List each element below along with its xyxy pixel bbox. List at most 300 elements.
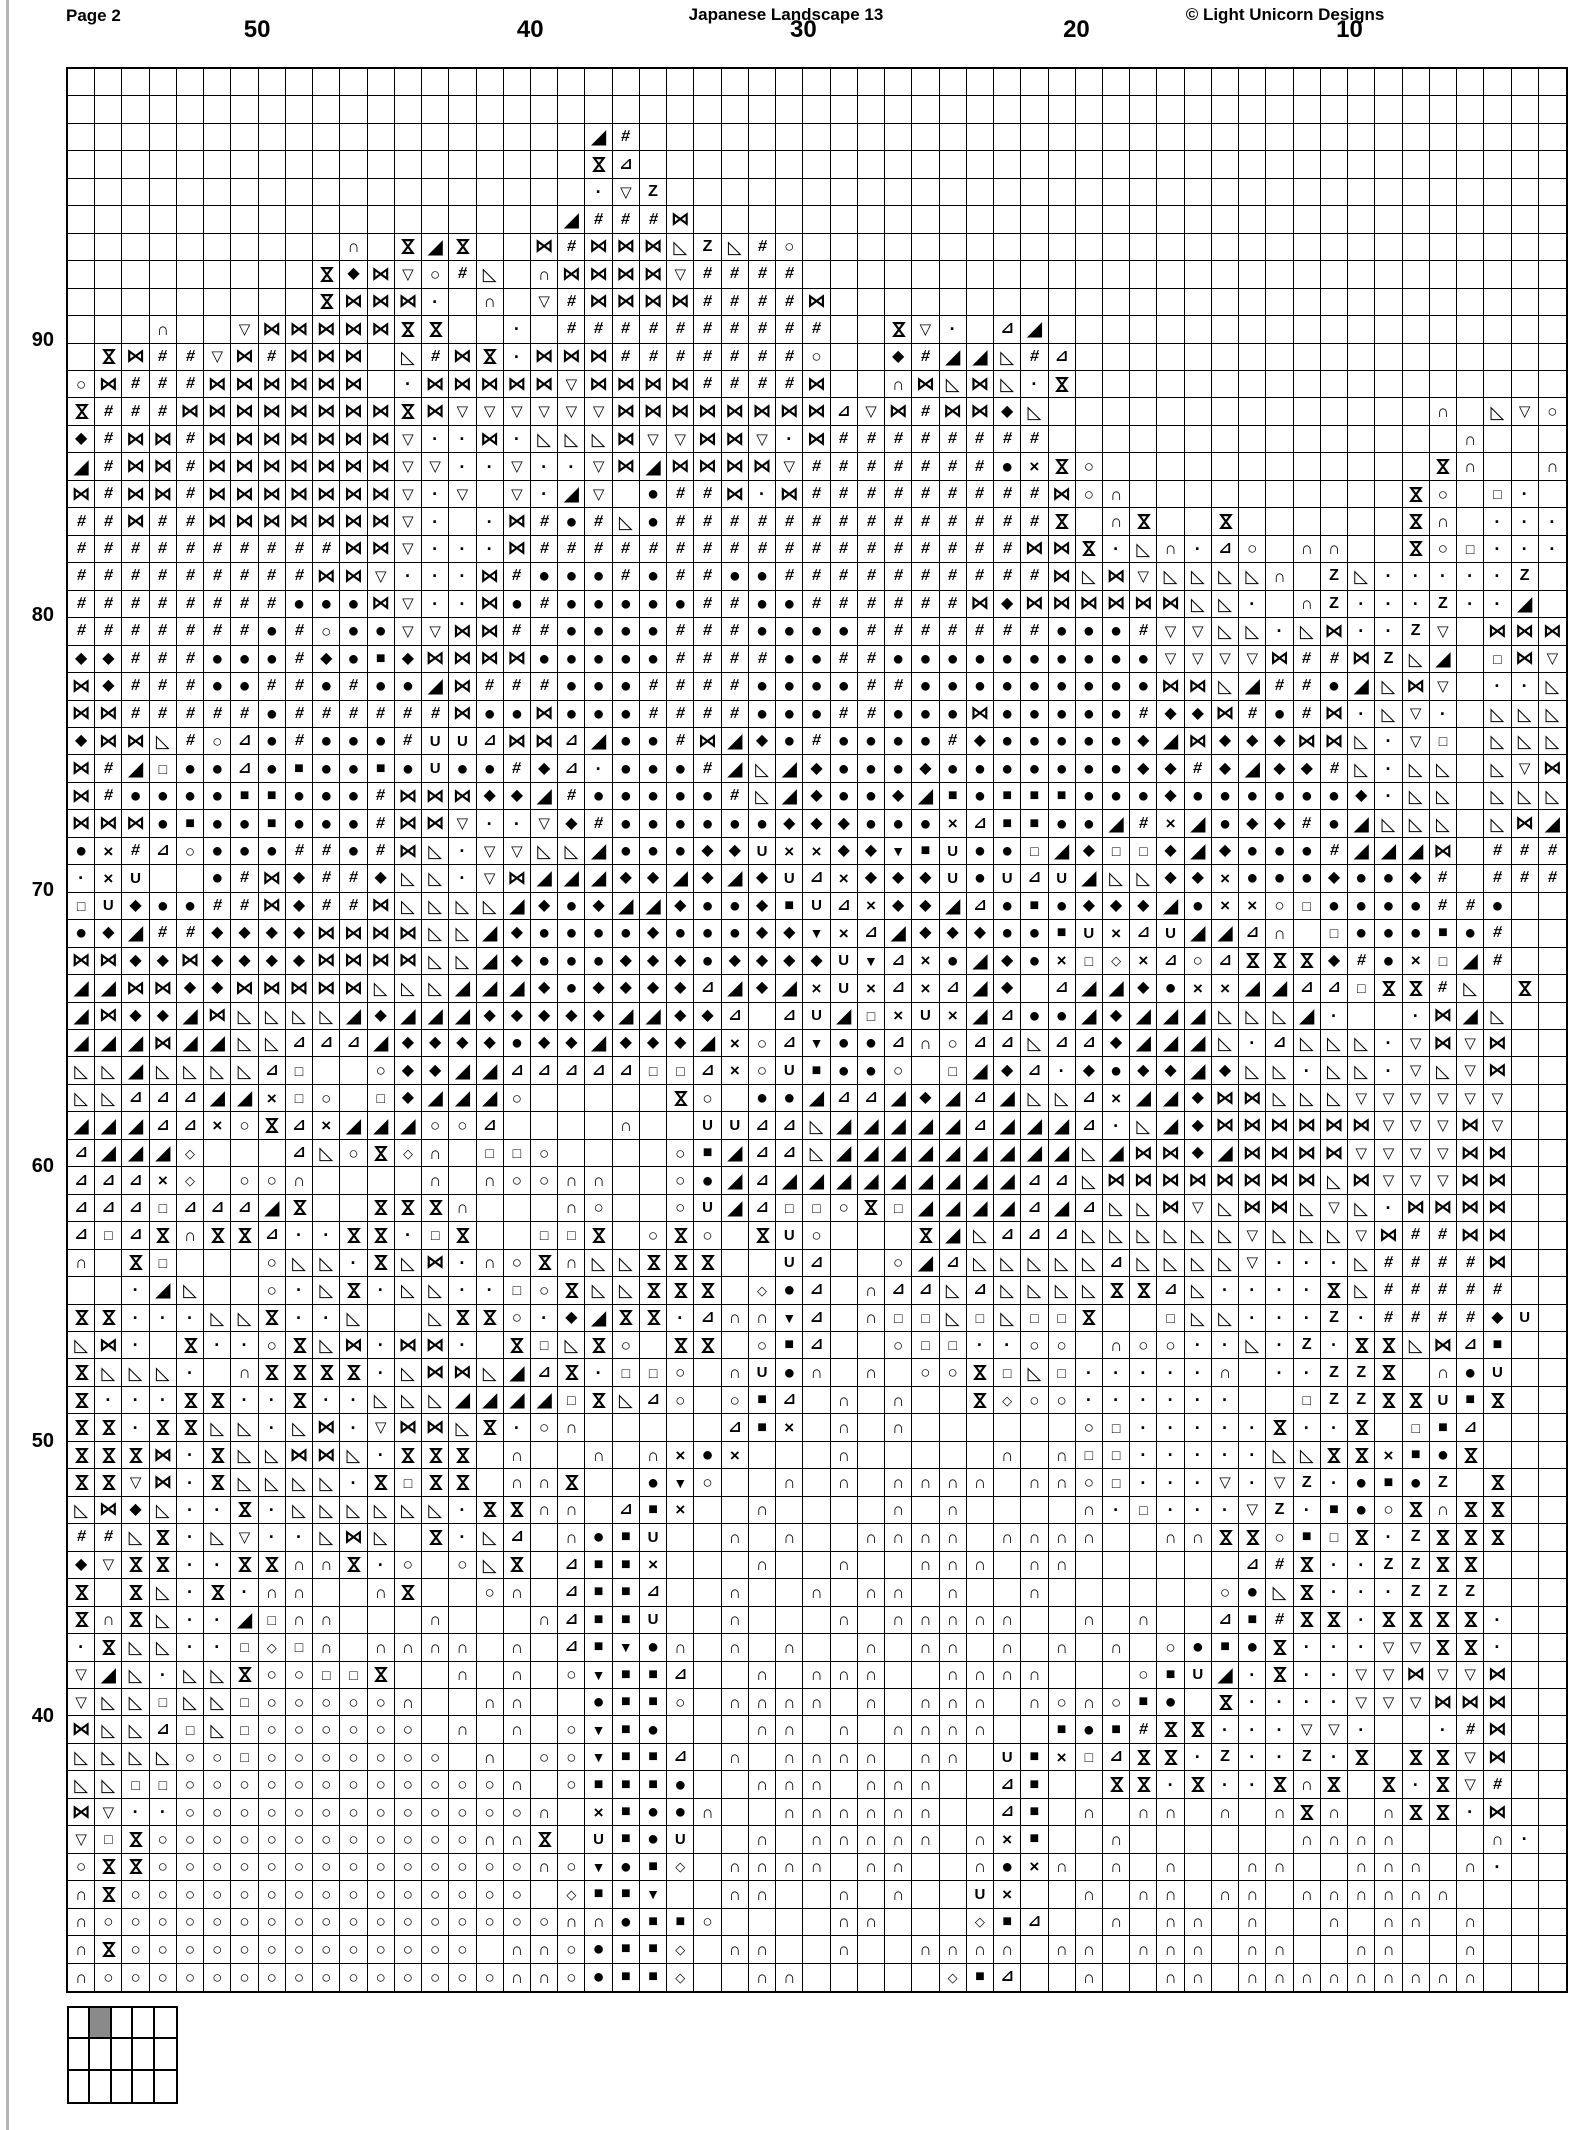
small-open-triangle-icon: ⊿ — [809, 869, 824, 887]
filled-triangle-icon: ◢ — [944, 1169, 961, 1192]
filled-circle-icon: ● — [320, 757, 333, 780]
grid-cell — [803, 426, 830, 453]
grid-cell — [231, 1277, 258, 1304]
grid-cell — [422, 920, 449, 947]
grid-cell — [1539, 261, 1566, 288]
grid-cell — [1021, 865, 1048, 892]
grid-cell — [1512, 124, 1539, 151]
grid-cell — [831, 646, 858, 673]
grid-cell — [204, 618, 231, 645]
hash-icon: # — [947, 539, 959, 557]
grid-cell — [1484, 728, 1511, 755]
open-down-triangle-icon: ▽ — [456, 403, 469, 421]
small-open-triangle-icon: ⊿ — [482, 732, 497, 750]
bowtie-horizontal-icon: ⋈ — [235, 428, 255, 450]
bowtie-horizontal-icon: ⋈ — [1433, 1005, 1453, 1027]
grid-cell — [259, 783, 286, 810]
grid-cell — [259, 1277, 286, 1304]
grid-cell — [122, 344, 149, 371]
bowtie-horizontal-icon: ⋈ — [1487, 1060, 1507, 1082]
grid-cell — [504, 1332, 531, 1359]
hash-icon: # — [675, 704, 686, 722]
grid-cell — [1375, 1387, 1402, 1414]
grid-cell — [722, 838, 749, 865]
grid-cell — [558, 1277, 585, 1304]
arch-icon: ∩ — [429, 1171, 442, 1190]
filled-square-icon: ■ — [1029, 896, 1040, 914]
dot-icon: · — [404, 1225, 411, 1246]
filled-diamond-icon: ◆ — [810, 759, 823, 777]
grid-cell — [940, 1057, 967, 1084]
open-circle-icon: ○ — [920, 1363, 931, 1383]
open-lower-left-triangle-icon: ◺ — [101, 1088, 116, 1109]
grid-cell — [1076, 893, 1103, 920]
small-open-triangle-icon: ⊿ — [619, 155, 633, 173]
open-down-triangle-icon: ▽ — [1382, 1144, 1395, 1162]
grid-cell — [449, 1332, 476, 1359]
grid-cell — [749, 426, 776, 453]
grid-cell — [150, 865, 177, 892]
bowtie-horizontal-icon: ⋈ — [1133, 1142, 1153, 1164]
grid-cell — [122, 591, 149, 618]
grid-cell — [531, 96, 558, 123]
open-square-icon: □ — [1111, 843, 1121, 860]
grid-cell — [449, 261, 476, 288]
grid-cell — [1484, 481, 1511, 508]
grid-cell — [640, 234, 667, 261]
grid-cell — [1294, 124, 1321, 151]
grid-cell — [1403, 316, 1430, 343]
small-open-triangle-icon: ⊿ — [210, 1198, 224, 1216]
grid-cell — [940, 563, 967, 590]
dot-icon: · — [459, 538, 466, 559]
grid-cell — [259, 96, 286, 123]
grid-cell — [694, 1359, 721, 1386]
grid-cell — [286, 1414, 313, 1441]
filled-circle-icon: ● — [1273, 867, 1286, 890]
dot-icon: · — [1467, 566, 1474, 587]
grid-cell — [994, 69, 1021, 96]
filled-square-icon: ■ — [266, 787, 277, 805]
grid-cell — [640, 1332, 667, 1359]
grid-cell — [994, 1112, 1021, 1139]
filled-triangle-icon: ◢ — [917, 1251, 934, 1274]
grid-cell — [231, 316, 258, 343]
grid-cell — [395, 344, 422, 371]
grid-cell — [1266, 1112, 1293, 1139]
filled-circle-icon: ● — [1110, 620, 1123, 643]
filled-triangle-icon: ◢ — [1162, 1004, 1179, 1027]
bowtie-vertical-icon: ⋈ — [261, 1308, 283, 1328]
grid-cell — [667, 701, 694, 728]
grid-cell — [558, 96, 585, 123]
grid-cell — [858, 1442, 885, 1469]
grid-cell — [1539, 151, 1566, 178]
grid-cell — [449, 151, 476, 178]
open-lower-left-triangle-icon: ◺ — [1245, 566, 1260, 587]
grid-cell — [613, 728, 640, 755]
grid-cell — [531, 1195, 558, 1222]
open-lower-left-triangle-icon: ◺ — [155, 1060, 170, 1081]
grid-cell — [259, 975, 286, 1002]
grid-cell — [231, 1140, 258, 1167]
grid-cell — [1403, 865, 1430, 892]
grid-cell — [912, 1442, 939, 1469]
filled-triangle-icon: ◢ — [727, 1142, 743, 1165]
grid-cell — [994, 398, 1021, 425]
filled-triangle-icon: ◢ — [427, 1087, 443, 1110]
grid-cell — [1539, 728, 1566, 755]
grid-cell — [368, 536, 395, 563]
grid-cell — [1321, 838, 1348, 865]
grid-cell — [286, 96, 313, 123]
filled-triangle-icon: ◢ — [73, 977, 89, 1000]
bowtie-horizontal-icon: ⋈ — [616, 291, 636, 313]
grid-cell — [831, 1222, 858, 1249]
grid-cell — [313, 1442, 340, 1469]
grid-cell — [1103, 646, 1130, 673]
grid-cell — [313, 261, 340, 288]
filled-triangle-icon: ◢ — [1081, 867, 1097, 890]
grid-cell — [1157, 673, 1184, 700]
filled-diamond-icon: ◆ — [537, 759, 551, 777]
grid-cell — [150, 1112, 177, 1139]
filled-circle-icon: ● — [347, 647, 360, 670]
grid-cell — [531, 151, 558, 178]
dot-icon: · — [268, 1390, 275, 1411]
bowtie-horizontal-icon: ⋈ — [1106, 1170, 1126, 1191]
grid-cell — [667, 1167, 694, 1194]
grid-cell — [422, 1167, 449, 1194]
grid-cell — [1430, 1332, 1457, 1359]
open-lower-left-triangle-icon: ◺ — [373, 1390, 388, 1411]
grid-cell — [885, 1003, 912, 1030]
grid-cell — [150, 1057, 177, 1084]
bowtie-horizontal-icon: ⋈ — [343, 977, 363, 999]
grid-cell — [967, 1003, 994, 1030]
filled-triangle-icon: ◢ — [972, 977, 988, 1000]
grid-cell — [1185, 1442, 1212, 1469]
grid-cell — [1403, 344, 1430, 371]
grid-cell — [1049, 783, 1076, 810]
arch-icon: ∩ — [565, 1171, 578, 1190]
hash-icon: # — [702, 265, 713, 283]
grid-cell — [122, 1332, 149, 1359]
hash-icon: # — [157, 924, 169, 942]
open-circle-icon: ○ — [75, 374, 87, 394]
grid-cell — [1157, 1305, 1184, 1332]
hash-icon: # — [266, 539, 278, 557]
bowtie-vertical-icon: ⋈ — [261, 1363, 283, 1383]
small-open-triangle-icon: ⊿ — [537, 1061, 551, 1079]
arch-icon: ∩ — [892, 1418, 905, 1438]
grid-cell — [558, 755, 585, 782]
grid-cell — [585, 398, 612, 425]
grid-cell — [1130, 344, 1157, 371]
grid-cell — [1239, 536, 1266, 563]
bowtie-horizontal-icon: ⋈ — [643, 236, 663, 258]
open-lower-left-triangle-icon: ◺ — [1218, 1225, 1232, 1246]
grid-cell — [885, 1112, 912, 1139]
grid-cell — [858, 69, 885, 96]
grid-cell — [1103, 1085, 1130, 1112]
hash-icon: # — [1383, 1281, 1394, 1299]
square-u-icon: U — [783, 1226, 795, 1244]
grid-cell — [1430, 234, 1457, 261]
bowtie-horizontal-icon: ⋈ — [616, 428, 636, 450]
grid-cell — [967, 701, 994, 728]
open-down-triangle-icon: ▽ — [483, 403, 496, 421]
grid-cell — [504, 810, 531, 837]
grid-cell — [477, 948, 504, 975]
grid-cell — [803, 673, 830, 700]
grid-cell — [1512, 1332, 1539, 1359]
dot-icon: · — [1467, 593, 1474, 614]
grid-cell — [1049, 1305, 1076, 1332]
grid-cell — [749, 1222, 776, 1249]
grid-cell — [749, 1332, 776, 1359]
hash-icon: # — [675, 512, 686, 530]
arch-icon: ∩ — [946, 1473, 959, 1493]
grid-cell — [1348, 618, 1375, 645]
grid-cell — [1103, 481, 1130, 508]
grid-cell — [1484, 1003, 1511, 1030]
grid-cell — [967, 1030, 994, 1057]
hash-icon: # — [184, 457, 196, 475]
grid-cell — [286, 701, 313, 728]
grid-cell — [1157, 508, 1184, 535]
bowtie-horizontal-icon: ⋈ — [806, 291, 826, 313]
grid-cell — [1457, 646, 1484, 673]
grid-cell — [667, 234, 694, 261]
grid-cell — [912, 701, 939, 728]
bowtie-vertical-icon: ⋈ — [261, 1116, 283, 1136]
grid-cell — [831, 810, 858, 837]
grid-cell — [613, 344, 640, 371]
open-lower-left-triangle-icon: ◺ — [809, 1143, 824, 1164]
filled-diamond-icon: ◆ — [1191, 1144, 1204, 1162]
grid-cell — [150, 96, 177, 123]
open-lower-left-triangle-icon: ◺ — [1490, 813, 1505, 834]
grid-cell — [1130, 728, 1157, 755]
hash-icon: # — [320, 704, 332, 722]
grid-cell — [1294, 838, 1321, 865]
hash-icon: # — [320, 539, 332, 557]
grid-cell — [1403, 1469, 1430, 1496]
grid-cell — [395, 948, 422, 975]
grid-cell — [1375, 920, 1402, 947]
grid-cell — [1430, 371, 1457, 398]
grid-cell — [585, 1195, 612, 1222]
filled-circle-icon: ● — [647, 730, 660, 753]
bowtie-horizontal-icon: ⋈ — [262, 428, 282, 450]
grid-cell — [1539, 508, 1566, 535]
bowtie-horizontal-icon: ⋈ — [1487, 1170, 1507, 1191]
grid-cell — [286, 124, 313, 151]
grid-cell — [1157, 1057, 1184, 1084]
grid-cell — [803, 1332, 830, 1359]
grid-cell — [1539, 1085, 1566, 1112]
grid-cell — [177, 728, 204, 755]
grid-cell — [95, 783, 122, 810]
grid-cell — [885, 893, 912, 920]
grid-cell — [1321, 646, 1348, 673]
grid-cell — [1157, 234, 1184, 261]
grid-cell — [1512, 920, 1539, 947]
filled-circle-icon: ● — [810, 647, 823, 670]
hash-icon: # — [211, 594, 223, 612]
bowtie-horizontal-icon: ⋈ — [425, 1362, 445, 1384]
filled-triangle-icon: ◢ — [1026, 1114, 1043, 1137]
filled-square-icon: ■ — [375, 649, 386, 667]
grid-cell — [803, 975, 830, 1002]
hash-icon: # — [865, 539, 877, 557]
grid-cell — [858, 234, 885, 261]
filled-circle-icon: ● — [892, 702, 905, 725]
filled-circle-icon: ● — [320, 812, 333, 835]
grid-cell — [1185, 151, 1212, 178]
grid-cell — [1103, 508, 1130, 535]
grid-cell — [395, 261, 422, 288]
grid-cell — [994, 618, 1021, 645]
bowtie-horizontal-icon: ⋈ — [316, 346, 336, 368]
filled-circle-icon: ● — [674, 592, 687, 615]
grid-cell — [667, 1332, 694, 1359]
grid-cell — [994, 206, 1021, 233]
grid-cell — [1430, 1469, 1457, 1496]
grid-cell — [749, 536, 776, 563]
open-lower-left-triangle-icon: ◺ — [1027, 401, 1042, 422]
grid-cell — [340, 1442, 367, 1469]
grid-cell — [231, 234, 258, 261]
grid-cell — [395, 563, 422, 590]
grid-cell — [1321, 975, 1348, 1002]
grid-cell — [259, 179, 286, 206]
grid-cell — [504, 1057, 531, 1084]
grid-cell — [1484, 810, 1511, 837]
open-square-icon: □ — [1438, 952, 1448, 969]
grid-cell — [204, 701, 231, 728]
hash-icon: # — [947, 457, 959, 475]
open-lower-left-triangle-icon: ◺ — [1109, 1197, 1123, 1218]
dot-icon: · — [432, 511, 439, 532]
filled-diamond-icon: ◆ — [456, 1034, 469, 1052]
hash-icon: # — [538, 677, 550, 695]
grid-cell — [1239, 261, 1266, 288]
grid-cell — [122, 1112, 149, 1139]
grid-cell — [558, 783, 585, 810]
hash-icon: # — [947, 594, 959, 612]
bowtie-horizontal-icon: ⋈ — [126, 428, 146, 450]
dot-icon: · — [1521, 538, 1528, 559]
grid-cell — [204, 96, 231, 123]
open-circle-icon: ○ — [511, 1171, 523, 1190]
filled-triangle-icon: ◢ — [373, 1114, 389, 1137]
open-down-triangle-icon: ▽ — [402, 265, 414, 283]
grid-cell — [1375, 508, 1402, 535]
grid-cell — [531, 398, 558, 425]
grid-cell — [286, 426, 313, 453]
filled-triangle-icon: ◢ — [999, 1196, 1015, 1219]
grid-cell — [1484, 536, 1511, 563]
grid-cell — [231, 508, 258, 535]
grid-cell — [150, 1222, 177, 1249]
grid-cell — [1484, 124, 1511, 151]
grid-cell — [1021, 1469, 1048, 1496]
open-lower-left-triangle-icon: ◺ — [1190, 566, 1205, 587]
filled-diamond-icon: ◆ — [755, 732, 769, 750]
small-open-triangle-icon: ⊿ — [128, 1089, 143, 1107]
open-down-triangle-icon: ▽ — [1437, 1144, 1449, 1162]
open-down-triangle-icon: ▽ — [1518, 760, 1531, 778]
filled-triangle-icon: ◢ — [863, 1114, 879, 1137]
row-label-40: 40 — [31, 1704, 54, 1727]
multiply-icon: × — [1220, 896, 1230, 916]
filled-circle-icon: ● — [538, 922, 551, 945]
bowtie-horizontal-icon: ⋈ — [235, 346, 255, 368]
grid-cell — [1457, 371, 1484, 398]
grid-cell — [68, 1305, 95, 1332]
filled-triangle-icon: ◢ — [127, 1114, 144, 1137]
grid-cell — [776, 453, 803, 480]
grid-cell — [368, 1195, 395, 1222]
grid-cell — [368, 646, 395, 673]
bowtie-vertical-icon: ⋈ — [1432, 457, 1454, 477]
bowtie-horizontal-icon: ⋈ — [643, 263, 663, 285]
grid-cell — [313, 1085, 340, 1112]
grid-cell — [1049, 124, 1076, 151]
grid-cell — [803, 1003, 830, 1030]
grid-cell — [585, 1414, 612, 1441]
open-circle-icon: ○ — [457, 1116, 468, 1136]
dot-icon: · — [976, 1335, 983, 1356]
grid-cell — [1375, 1057, 1402, 1084]
filled-circle-icon: ● — [919, 812, 932, 835]
grid-cell — [422, 701, 449, 728]
bowtie-horizontal-icon: ⋈ — [316, 565, 336, 587]
grid-cell — [1021, 508, 1048, 535]
grid-cell — [504, 1222, 531, 1249]
filled-square-icon: ■ — [920, 842, 931, 860]
dot-icon: · — [1549, 538, 1556, 559]
grid-cell — [831, 1442, 858, 1469]
grid-cell — [177, 893, 204, 920]
grid-cell — [1212, 1085, 1239, 1112]
filled-triangle-icon: ◢ — [563, 208, 580, 231]
open-down-triangle-icon: ▽ — [592, 485, 605, 503]
grid-cell — [667, 508, 694, 535]
grid-cell — [1484, 261, 1511, 288]
open-circle-icon: ○ — [266, 1253, 277, 1273]
dot-icon: · — [187, 1362, 194, 1383]
grid-cell — [449, 1003, 476, 1030]
filled-diamond-icon: ◆ — [211, 951, 224, 969]
grid-cell — [1049, 96, 1076, 123]
filled-circle-icon: ● — [1082, 757, 1095, 780]
grid-cell — [1185, 234, 1212, 261]
grid-cell — [749, 783, 776, 810]
grid-cell — [1103, 151, 1130, 178]
grid-cell — [858, 1332, 885, 1359]
filled-diamond-icon: ◆ — [619, 1034, 632, 1052]
small-open-triangle-icon: ⊿ — [1054, 1034, 1069, 1052]
open-down-triangle-icon: ▽ — [1192, 1199, 1204, 1217]
grid-cell — [313, 618, 340, 645]
grid-cell — [1375, 179, 1402, 206]
grid-cell — [803, 1112, 830, 1139]
small-open-triangle-icon: ⊿ — [183, 1116, 197, 1134]
bowtie-horizontal-icon: ⋈ — [1242, 1115, 1262, 1137]
